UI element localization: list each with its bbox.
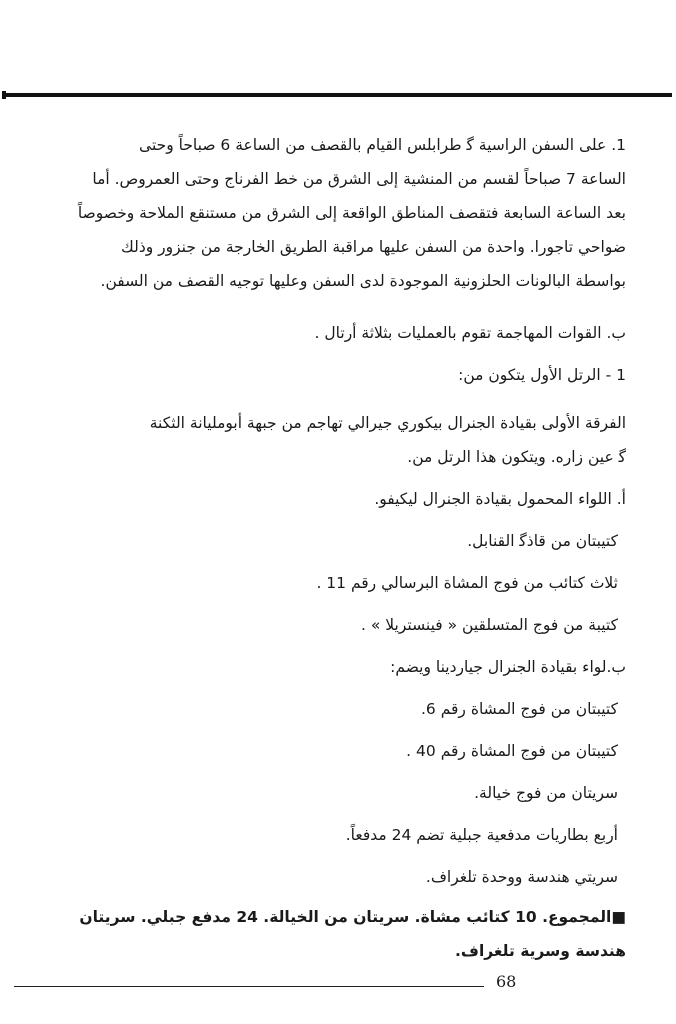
footer-rule [14,986,484,987]
list-item: كتيبتان من قاذﮔ القنابل. [467,532,618,550]
brigade-a-heading: أ. اللواء المحمول بقيادة الجنرال ليكيفو. [374,490,626,508]
page-number: 68 [496,972,517,991]
brigade-b-heading: ب.لواء بقيادة الجنرال جياردينا ويضم: [390,658,626,676]
column-1-heading: 1 - الرتل الأول يتكون من: [458,366,626,384]
list-item: كتيبة من فوج المتسلقين « فينستريلا » . [361,616,618,634]
top-rule [6,93,672,97]
list-item: سريتي هندسة ووحدة تلغراف. [425,868,618,886]
list-item: أربع بطاريات مدفعية جبلية تضم 24 مدفعاً. [345,826,618,844]
section-b-heading: ب. القوات المهاجمة تقوم بالعمليات بثلاثة أرتال . [314,324,626,342]
total-summary-line-2: هندسة وسرية تلغراف. [455,942,626,960]
list-item: كتيبتان من فوج المشاة رقم 6. [420,700,618,718]
paragraph-1-line-5: بواسطة البالونات الحلزونية الموجودة لدى السفن وعليها توجيه القصف من السفن. [100,272,626,290]
total-summary-line-1: ■المجموع. 10 كتائب مشاة. سريتان من الخيالة. 24 مدفع جبلي. سريتان [79,908,626,926]
paragraph-1-line-4: ضواحي تاجورا. واحدة من السفن عليها مراقبة الطريق الخارجة من جنزور وذلك [121,238,626,256]
list-item: سريتان من فوج خيالة. [474,784,618,802]
paragraph-1-line-1: 1. على السفن الراسية ﮔ طرابلس القيام بالقصف من الساعة 6 صباحاً وحتى [139,136,626,154]
list-item: ثلاث كتائب من فوج المشاة البرسالي رقم 11 . [316,574,618,592]
paragraph-1-line-2: الساعة 7 صباحاً لقسم من المنشية إلى الشرق من خط الفرناج وحتى العمروص. أما [92,170,626,188]
paragraph-1-line-3: بعد الساعة السابعة فتقصف المناطق الواقعة إلى الشرق من مستنقع الملاحة وخصوصاً [77,204,626,222]
list-item: كتيبتان من فوج المشاة رقم 40 . [406,742,618,760]
division-1-line-1: الفرقة الأولى بقيادة الجنرال بيكوري جيرالي تهاجم من جبهة أبومليانة الثكنة [149,414,626,432]
division-1-line-2: ﮔ عين زاره. ويتكون هذا الرتل من. [407,448,626,466]
